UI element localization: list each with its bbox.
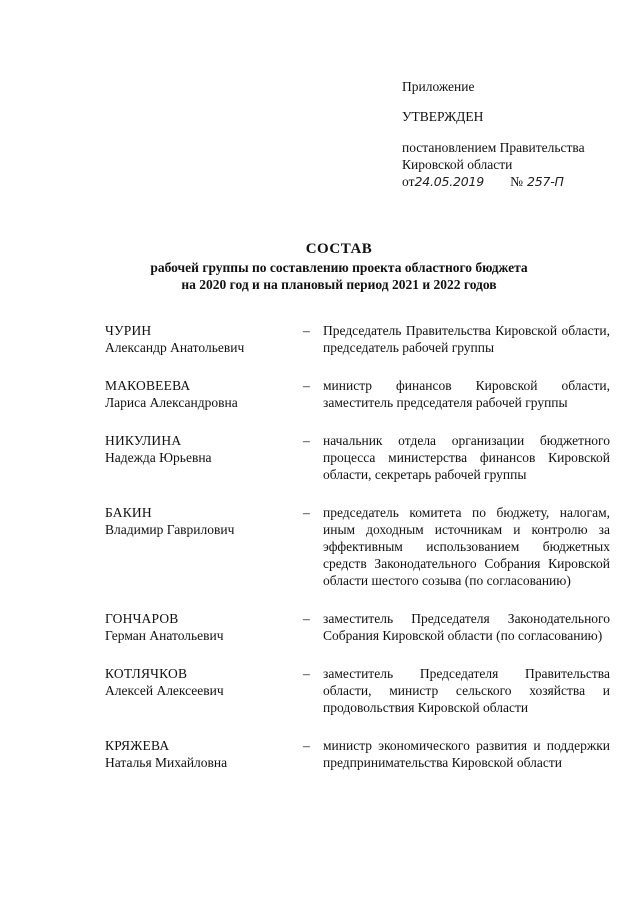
decree-line-1: постановлением Правительства — [402, 140, 585, 155]
member-surname: ГОНЧАРОВ — [105, 611, 179, 626]
member-given-name: Владимир Гаврилович — [105, 522, 235, 537]
member-name — [105, 432, 303, 483]
member-role: министр финансов Кировской области, заместитель председателя рабочей группы — [323, 378, 610, 410]
member-name — [105, 665, 303, 716]
member-given-name: Лариса Александровна — [105, 395, 238, 410]
member-role: министр экономического развития и поддержки предпринимательства Кировской области — [323, 738, 610, 770]
handwritten-number: 257-П — [526, 174, 564, 189]
member-entry — [105, 737, 610, 771]
document-subtitle-line-1: рабочей группы по составлению проекта областного бюджета — [150, 260, 528, 275]
member-entry — [105, 665, 610, 716]
date-prefix: от — [402, 174, 415, 189]
member-name — [105, 610, 303, 644]
member-surname: БАКИН — [105, 505, 152, 520]
member-surname: КОТЛЯЧКОВ — [105, 666, 188, 681]
member-dash: – — [303, 378, 310, 393]
member-entry — [105, 432, 610, 483]
member-entry — [105, 377, 610, 411]
member-name — [105, 377, 303, 411]
member-dash: – — [303, 505, 310, 520]
members-list — [105, 322, 610, 771]
member-surname: ЧУРИН — [105, 323, 152, 338]
member-dash: – — [303, 738, 310, 753]
member-role: председатель комитета по бюджету, налогам, иным доходным источникам и контролю за эффективным использованием бюджетных средств Законодательного Собрания Кировской области шестого созыва (по согласованию) — [323, 505, 610, 588]
member-role: начальник отдела организации бюджетного процесса министерства финансов Кировской области, секретарь рабочей группы — [323, 433, 610, 482]
member-surname: МАКОВЕЕВА — [105, 378, 191, 393]
member-name — [105, 322, 303, 356]
member-given-name: Алексей Алексеевич — [105, 683, 224, 698]
member-name — [105, 737, 303, 771]
appendix-label: Приложение — [402, 79, 475, 94]
member-given-name: Надежда Юрьевна — [105, 450, 212, 465]
member-name — [105, 504, 303, 589]
member-entry — [105, 610, 610, 644]
document-subtitle-line-2: на 2020 год и на плановый период 2021 и 2022 годов — [181, 277, 497, 292]
member-entry — [105, 322, 610, 356]
handwritten-date: 24.05.2019 — [414, 174, 485, 189]
member-given-name: Наталья Михайловна — [105, 755, 228, 770]
decree-line-2: Кировской области — [402, 157, 513, 172]
member-surname: НИКУЛИНА — [105, 433, 182, 448]
member-role: Председатель Правительства Кировской области, председатель рабочей группы — [323, 323, 610, 355]
member-dash: – — [303, 666, 310, 681]
member-dash: – — [303, 433, 310, 448]
number-prefix: № — [510, 174, 523, 189]
document-title: СОСТАВ — [305, 241, 373, 257]
member-entry — [105, 504, 610, 589]
member-given-name: Александр Анатольевич — [105, 340, 245, 355]
member-given-name: Герман Анатольевич — [105, 628, 224, 643]
approved-label: УТВЕРЖДЕН — [402, 109, 484, 124]
member-dash: – — [303, 323, 310, 338]
member-role: заместитель Председателя Законодательного Собрания Кировской области (по согласованию) — [323, 611, 610, 643]
member-role: заместитель Председателя Правительства области, министр сельского хозяйства и продовольствия Кировской области — [323, 666, 610, 715]
member-surname: КРЯЖЕВА — [105, 738, 170, 753]
approval-block — [402, 78, 622, 190]
member-dash: – — [303, 611, 310, 626]
document-title-block — [0, 240, 640, 293]
date-number-line — [402, 173, 622, 190]
